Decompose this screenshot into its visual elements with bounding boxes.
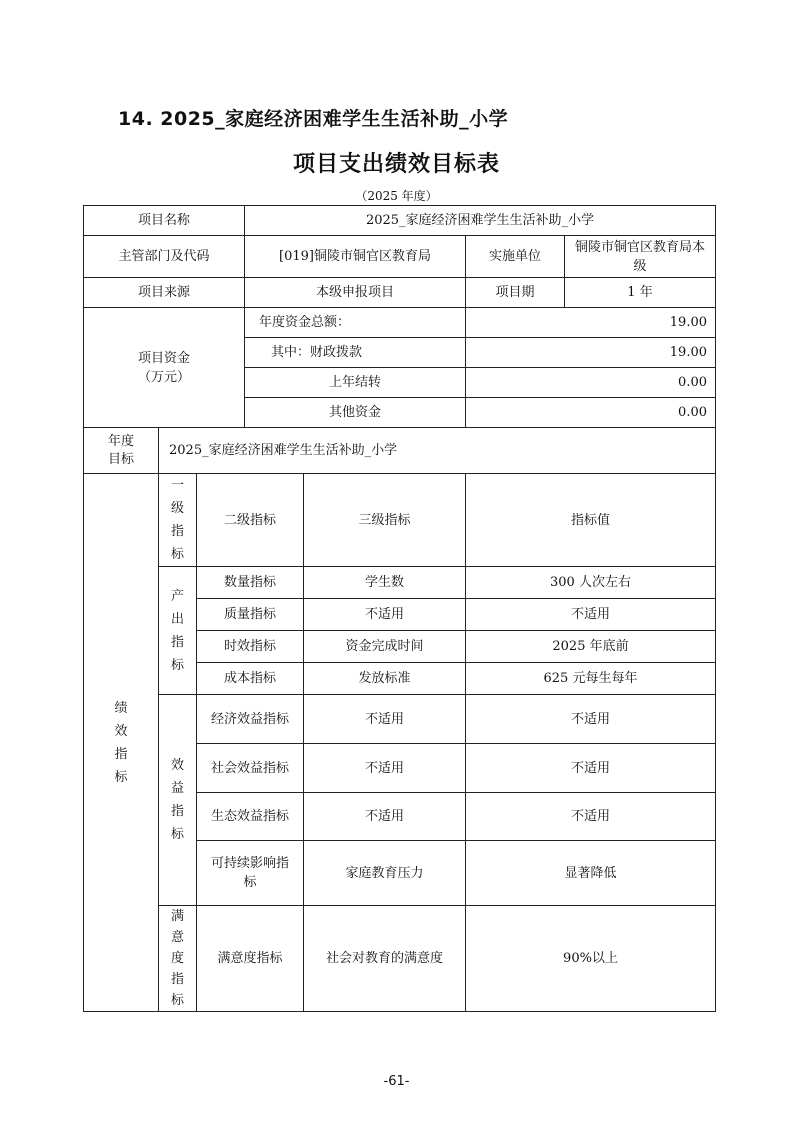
table-row: [84, 695, 716, 744]
value-cell: 不适用: [466, 599, 716, 631]
period-value: 1 年: [565, 278, 716, 308]
dept-label: 主管部门及代码: [84, 236, 245, 278]
funds-label: 项目资金: [137, 350, 190, 366]
source-value: 本级申报项目: [245, 278, 466, 308]
value-cell: 不适用: [466, 793, 716, 841]
table-row: [84, 308, 716, 338]
project-name-label: 项目名称: [84, 206, 245, 236]
fund-value: 19.00: [466, 308, 716, 338]
annual-goal-table: [83, 427, 716, 474]
satisfaction-label: 满 意 度 指 标: [159, 906, 197, 1012]
level2-cell: 可持续影响指标: [197, 841, 304, 906]
goal-label-line: 目标: [107, 451, 134, 467]
fiscal-year: （2025 年度）: [355, 189, 438, 203]
table-row: [84, 567, 716, 599]
level3-cell: 不适用: [304, 793, 466, 841]
table-row: [84, 236, 716, 278]
fund-value: 0.00: [466, 368, 716, 398]
value-cell: 90%以上: [466, 906, 716, 1012]
level2-cell: 时效指标: [197, 631, 304, 663]
funds-unit: （万元）: [137, 369, 190, 385]
table-row: [84, 906, 716, 1012]
fund-value: 0.00: [466, 398, 716, 428]
level3-cell: 发放标准: [304, 663, 466, 695]
level3-cell: 不适用: [304, 599, 466, 631]
table-row: [84, 206, 716, 236]
level2-cell: 生态效益指标: [197, 793, 304, 841]
level2-cell: 满意度指标: [197, 906, 304, 1012]
level2-cell: 社会效益指标: [197, 744, 304, 793]
value-cell: 300 人次左右: [466, 567, 716, 599]
level3-cell: 不适用: [304, 744, 466, 793]
level3-cell: 资金完成时间: [304, 631, 466, 663]
value-cell: 显著降低: [466, 841, 716, 906]
table-row: [84, 428, 716, 474]
level3-cell: 学生数: [304, 567, 466, 599]
output-label: 产 出 指 标: [159, 567, 197, 695]
goal-label: [84, 428, 159, 474]
project-name-value: 2025_家庭经济困难学生生活补助_小学: [245, 206, 716, 236]
perf-section-label: 绩 效 指 标: [84, 474, 159, 1012]
value-cell: 不适用: [466, 695, 716, 744]
fund-label: 上年结转: [245, 368, 466, 398]
performance-table: [83, 473, 716, 1012]
fund-label: 年度资金总额：: [245, 308, 466, 338]
value-cell: 625 元每生每年: [466, 663, 716, 695]
goal-value: 2025_家庭经济困难学生生活补助_小学: [159, 428, 716, 474]
fund-label: 其他资金: [245, 398, 466, 428]
level1-header: 一 级 指 标: [159, 474, 197, 567]
level3-cell: 不适用: [304, 695, 466, 744]
table-title: 项目支出绩效目标表: [292, 152, 500, 177]
project-info-table: [83, 205, 716, 428]
fund-label: 其中：财政拨款: [245, 338, 466, 368]
level2-cell: 质量指标: [197, 599, 304, 631]
level3-header: 三级指标: [304, 474, 466, 567]
value-header: 指标值: [466, 474, 716, 567]
dept-value: [019]铜陵市铜官区教育局: [245, 236, 466, 278]
period-label: 项目期: [466, 278, 565, 308]
section-heading: 14. 2025_家庭经济困难学生生活补助_小学: [118, 108, 509, 130]
source-label: 项目来源: [84, 278, 245, 308]
level3-cell: 社会对教育的满意度: [304, 906, 466, 1012]
value-cell: 不适用: [466, 744, 716, 793]
level3-cell: 家庭教育压力: [304, 841, 466, 906]
funds-label-cell: [84, 308, 245, 428]
value-cell: 2025 年底前: [466, 631, 716, 663]
impl-value: 铜陵市铜官区教育局本级: [565, 236, 716, 278]
table-row: [84, 474, 716, 567]
level2-cell: 数量指标: [197, 567, 304, 599]
level2-cell: 成本指标: [197, 663, 304, 695]
benefit-label: 效 益 指 标: [159, 695, 197, 906]
page-number: -61-: [383, 1074, 410, 1089]
table-row: [84, 278, 716, 308]
level2-header: 二级指标: [197, 474, 304, 567]
fund-value: 19.00: [466, 338, 716, 368]
level2-cell: 经济效益指标: [197, 695, 304, 744]
goal-label-line: 年度: [107, 433, 134, 449]
impl-label: 实施单位: [466, 236, 565, 278]
